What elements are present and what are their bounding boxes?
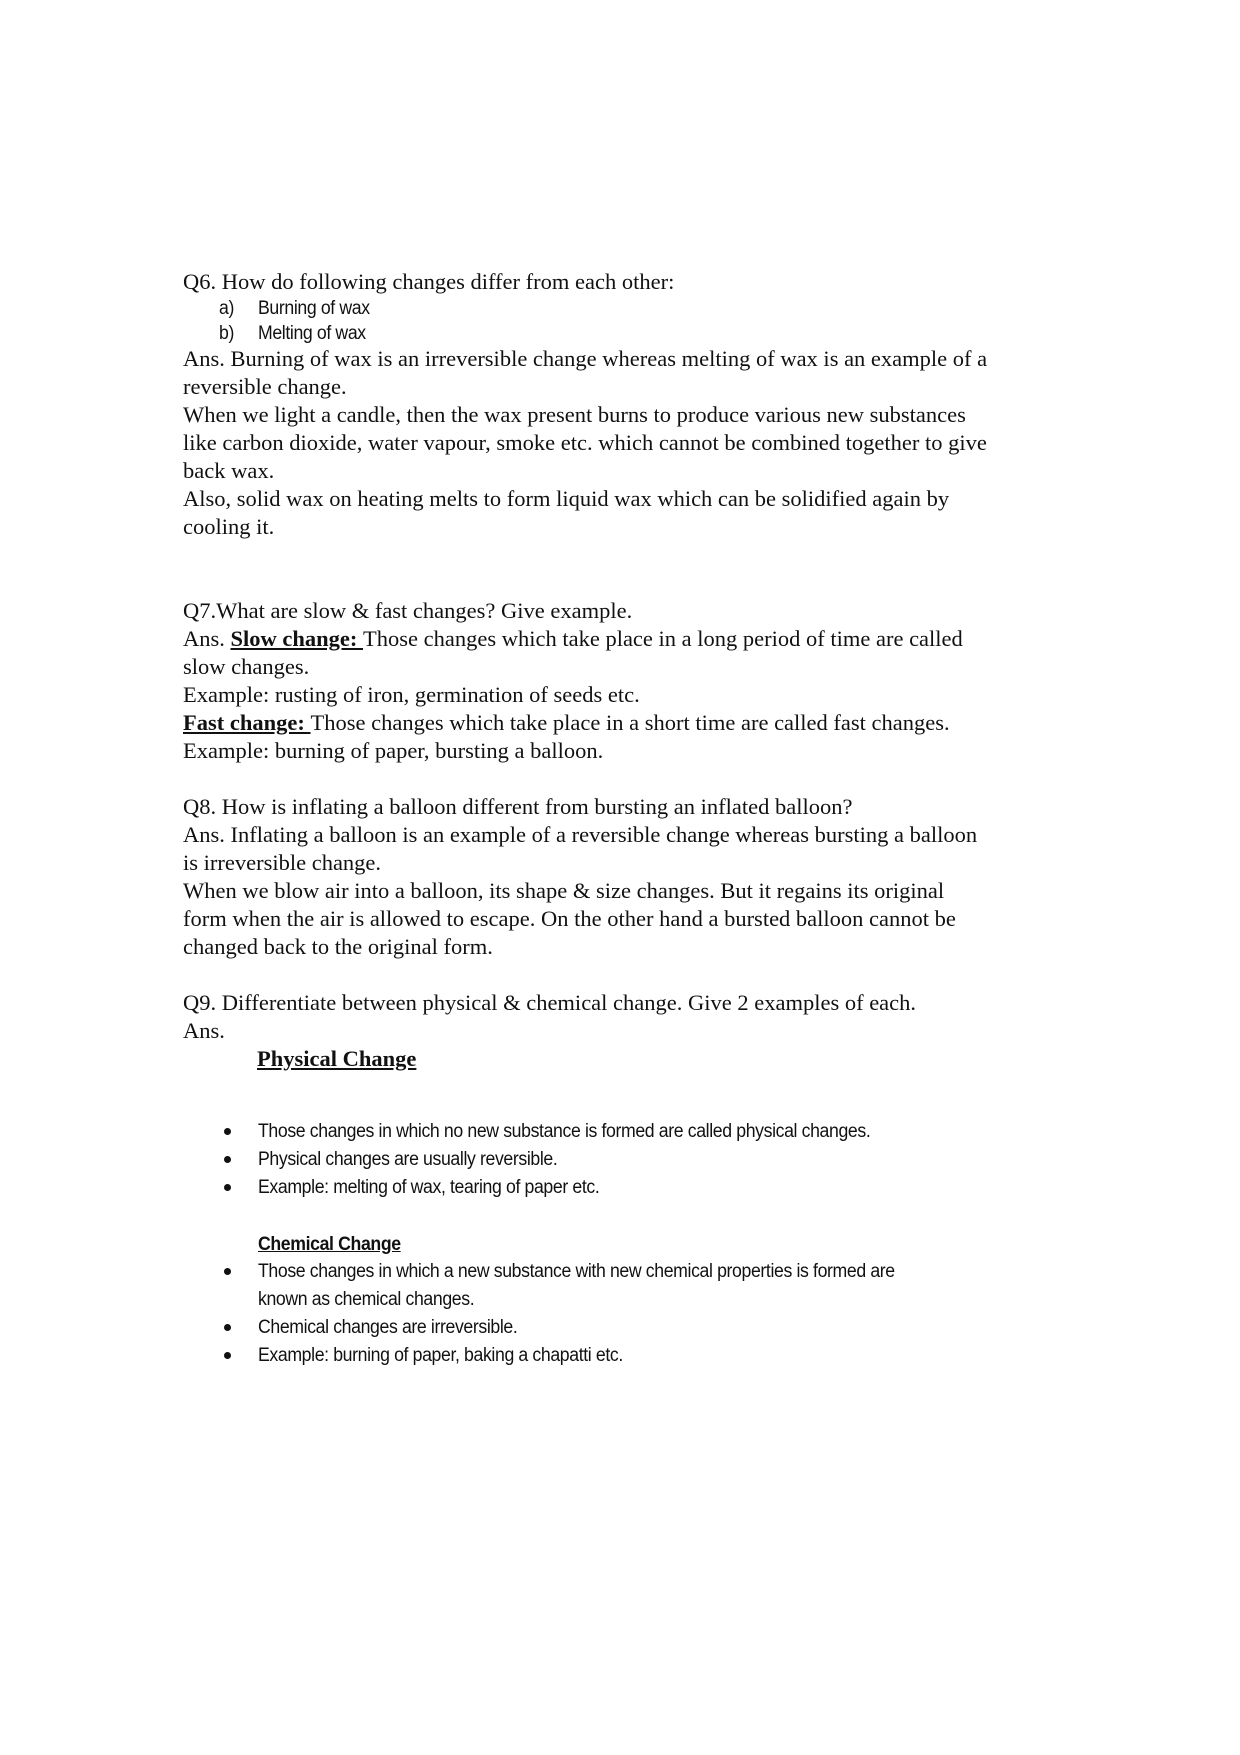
physical-point: Example: melting of wax, tearing of paper etc. [258, 1177, 600, 1198]
q6-item-b-label: b) [219, 323, 234, 344]
physical-point: Physical changes are usually reversible. [258, 1149, 558, 1170]
chemical-change-heading: Chemical Change [258, 1234, 401, 1255]
bullet-icon [224, 1268, 231, 1275]
q8-line: changed back to the original form. [183, 934, 493, 959]
q8-line: is irreversible change. [183, 850, 382, 875]
q7-slow-line [183, 625, 1083, 653]
q7-slow-text: Those changes which take place in a long period of time are called [363, 626, 963, 651]
q6-line: Ans. Burning of wax is an irreversible change whereas melting of wax is an example of a [183, 346, 988, 371]
chemical-point: Example: burning of paper, baking a chapatti etc. [258, 1345, 623, 1366]
q6-line: cooling it. [183, 514, 275, 539]
q6-item-a-label: a) [219, 298, 234, 319]
chemical-point: Chemical changes are irreversible. [258, 1317, 518, 1338]
bullet-icon [224, 1324, 231, 1331]
bullet-icon [224, 1352, 231, 1359]
q7-fast-text: Those changes which take place in a short time are called fast changes. [310, 710, 950, 735]
q9-question: Q9. Differentiate between physical & chemical change. Give 2 examples of each. [183, 990, 917, 1015]
chemical-point: Those changes in which a new substance with new chemical properties is formed are [258, 1261, 895, 1282]
physical-change-heading: Physical Change [257, 1046, 417, 1071]
q7-fast-line [183, 709, 1083, 737]
physical-point: Those changes in which no new substance is formed are called physical changes. [258, 1121, 871, 1142]
chemical-point-cont: known as chemical changes. [258, 1289, 475, 1310]
q7-fast-example: Example: burning of paper, bursting a balloon. [183, 738, 604, 763]
q6-line: back wax. [183, 458, 275, 483]
bullet-icon [224, 1156, 231, 1163]
q8-question: Q8. How is inflating a balloon different from bursting an inflated balloon? [183, 794, 853, 819]
q8-line: form when the air is allowed to escape. On the other hand a bursted balloon cannot be [183, 906, 956, 931]
q6-line: like carbon dioxide, water vapour, smoke etc. which cannot be combined together to give [183, 430, 987, 455]
q7-slow-label: Slow change: [230, 626, 364, 651]
q9-ans: Ans. [183, 1018, 225, 1043]
bullet-icon [224, 1128, 231, 1135]
q7-slow-cont: slow changes. [183, 654, 310, 679]
q7-fast-label: Fast change: [183, 710, 311, 735]
q8-line: Ans. Inflating a balloon is an example of a reversible change whereas bursting a balloon [183, 822, 978, 847]
q6-question: Q6. How do following changes differ from each other: [183, 269, 675, 294]
q6-line: When we light a candle, then the wax present burns to produce various new substances [183, 402, 966, 427]
q7-question: Q7.What are slow & fast changes? Give example. [183, 598, 633, 623]
q8-line: When we blow air into a balloon, its shape & size changes. But it regains its original [183, 878, 945, 903]
q6-item-a-text: Burning of wax [258, 298, 370, 319]
q6-item-b-text: Melting of wax [258, 323, 366, 344]
bullet-icon [224, 1184, 231, 1191]
q7-ans-prefix: Ans. [183, 626, 231, 651]
q7-slow-example: Example: rusting of iron, germination of seeds etc. [183, 682, 640, 707]
q6-line: reversible change. [183, 374, 347, 399]
q6-line: Also, solid wax on heating melts to form liquid wax which can be solidified again by [183, 486, 950, 511]
